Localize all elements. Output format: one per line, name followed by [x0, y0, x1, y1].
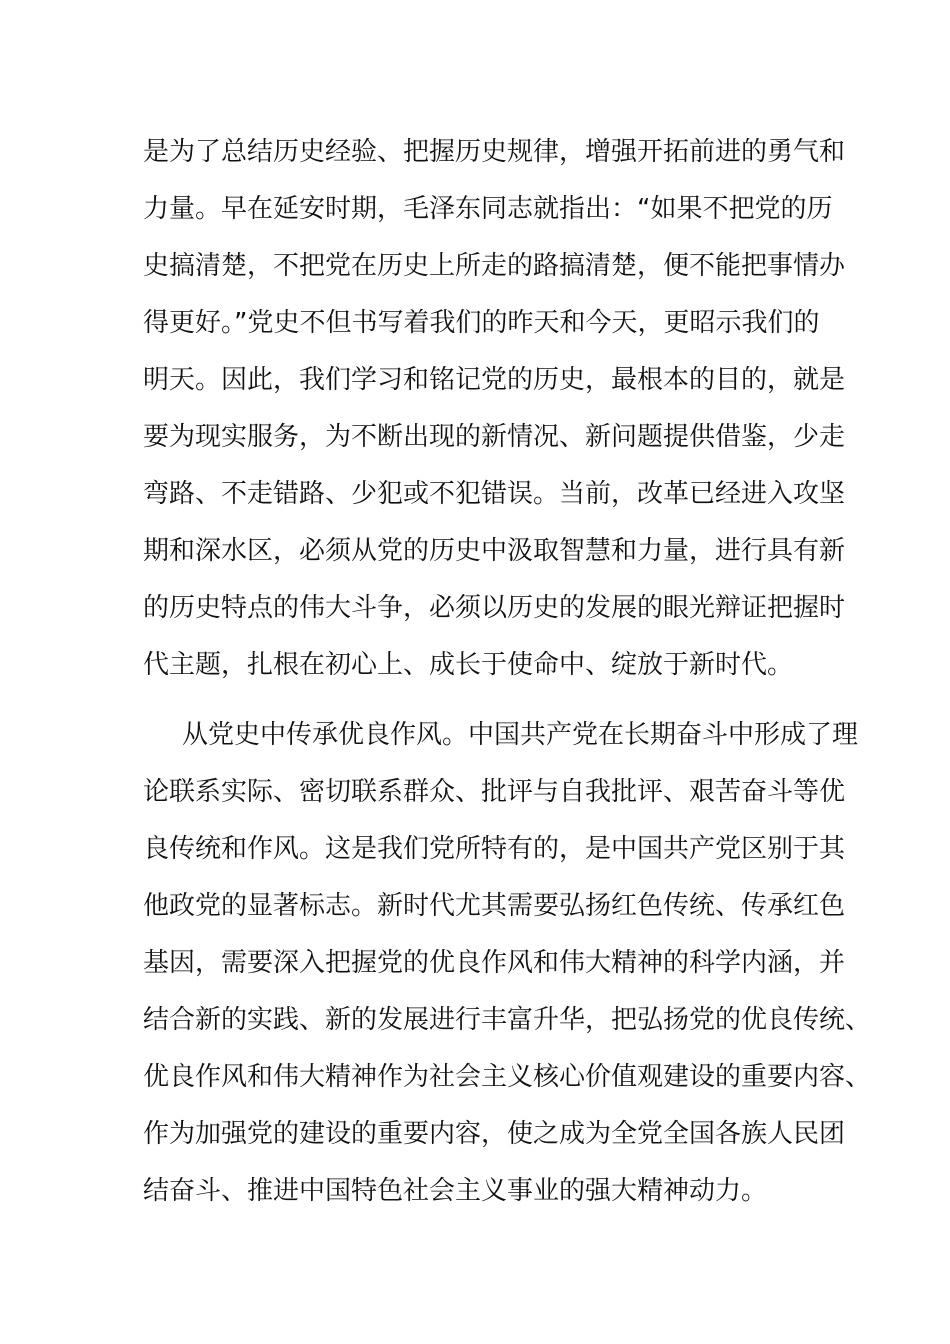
text-line: 从党史中传承优良作风。中国共产党在长期奋斗中形成了理	[182, 720, 859, 750]
text-line: 他政党的显著标志。新时代尤其需要弘扬红色传统、传承红色	[143, 891, 846, 921]
text-line: 的历史特点的伟大斗争，必须以历史的发展的眼光辩证把握时	[143, 593, 846, 623]
text-line: 是为了总结历史经验、把握历史规律，增强开拓前进的勇气和	[143, 137, 846, 167]
text-line: 作为加强党的建设的重要内容，使之成为全党全国各族人民团	[143, 1119, 846, 1149]
text-line: 优良作风和伟大精神作为社会主义核心价值观建设的重要内容、	[143, 1062, 872, 1092]
text-line: 结奋斗、推进中国特色社会主义事业的强大精神动力。	[143, 1176, 768, 1206]
text-line: 论联系实际、密切联系群众、批评与自我批评、艰苦奋斗等优	[143, 777, 846, 807]
text-line: 期和深水区，必须从党的历史中汲取智慧和力量，进行具有新	[143, 536, 846, 566]
text-line: 力量。早在延安时期，毛泽东同志就指出：“如果不把党的历	[143, 194, 833, 224]
text-line: 弯路、不走错路、少犯或不犯错误。当前，改革已经进入攻坚	[143, 479, 846, 509]
text-line: 结合新的实践、新的发展进行丰富升华，把弘扬党的优良传统、	[143, 1005, 872, 1035]
text-line: 史搞清楚，不把党在历史上所走的路搞清楚，便不能把事情办	[143, 251, 846, 281]
text-line: 代主题，扎根在初心上、成长于使命中、绽放于新时代。	[143, 650, 794, 680]
text-line: 要为现实服务，为不断出现的新情况、新问题提供借鉴，少走	[143, 422, 846, 452]
text-line: 良传统和作风。这是我们党所特有的，是中国共产党区别于其	[143, 834, 846, 864]
text-line: 明天。因此，我们学习和铭记党的历史，最根本的目的，就是	[143, 365, 846, 395]
text-line: 基因，需要深入把握党的优良作风和伟大精神的科学内涵，并	[143, 948, 846, 978]
text-line: 得更好。”党史不但书写着我们的昨天和今天，更昭示我们的	[143, 308, 820, 338]
